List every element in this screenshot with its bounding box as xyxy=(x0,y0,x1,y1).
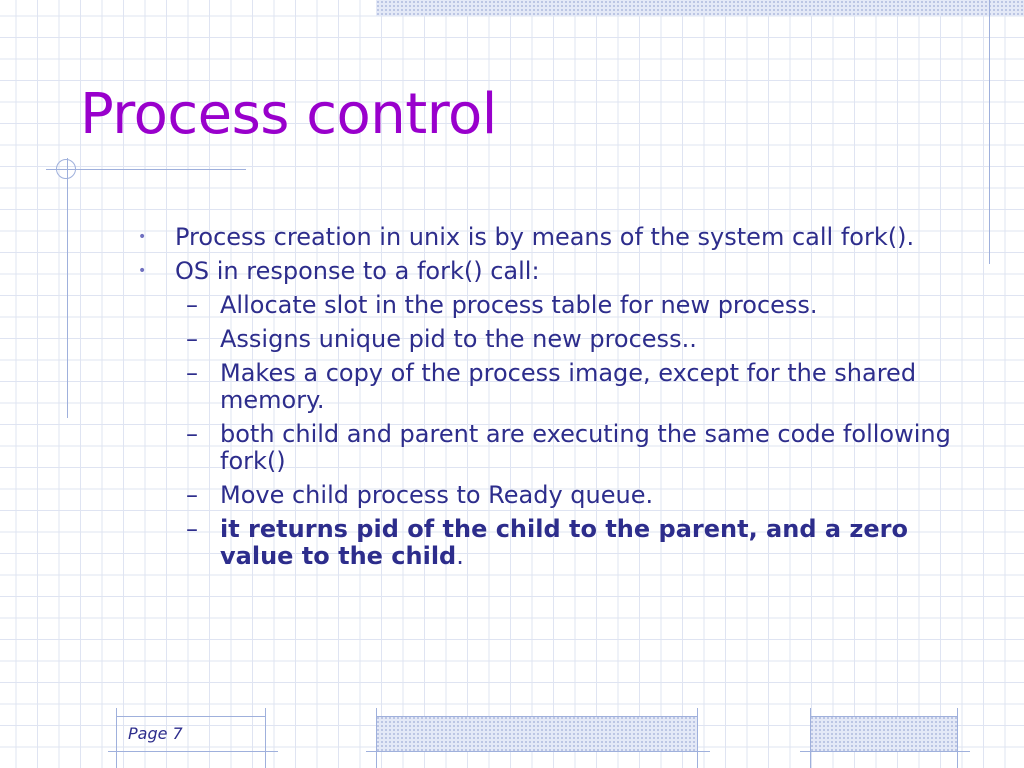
footer-tick xyxy=(957,708,958,768)
right-vertical-rule xyxy=(989,0,990,264)
top-decorative-band xyxy=(376,0,1024,16)
dash-icon: – xyxy=(186,359,198,387)
page-number-label: Page 7 xyxy=(128,724,183,743)
dash-icon: – xyxy=(186,481,198,509)
slide-body xyxy=(138,224,958,577)
footer-center-box xyxy=(376,716,698,752)
footer-right-box xyxy=(810,716,958,752)
crosshair-circle-ornament xyxy=(56,159,76,179)
sub-bullet-text: Move child process to Ready queue. xyxy=(220,481,654,509)
footer-tick xyxy=(810,708,811,768)
footer-tick xyxy=(108,751,278,752)
footer-tick xyxy=(697,708,698,768)
footer-tick xyxy=(376,708,377,768)
bullet-item-2 xyxy=(138,258,958,285)
slide-title: Process control xyxy=(80,82,497,147)
sub-bullet-text: Makes a copy of the process image, except for the shared memory. xyxy=(220,359,917,414)
sub-bullet-item-4 xyxy=(138,421,958,475)
sub-bullet-item-3 xyxy=(138,360,958,414)
footer-tick xyxy=(366,751,710,752)
title-underline-rule xyxy=(46,169,246,170)
footer-tick xyxy=(116,708,117,768)
sub-bullet-text: Assigns unique pid to the new process.. xyxy=(220,325,697,353)
left-vertical-rule xyxy=(67,158,68,418)
sub-bullet-item-1 xyxy=(138,292,958,319)
bullet-item-1 xyxy=(138,224,958,251)
sub-bullet-text-bold: it returns pid of the child to the parent, and a zero value to the child xyxy=(220,515,908,570)
bullet-dot-icon: • xyxy=(138,229,147,245)
bullet-text: OS in response to a fork() call: xyxy=(175,257,540,285)
sub-bullet-text: Allocate slot in the process table for new process. xyxy=(220,291,818,319)
sub-bullet-item-6 xyxy=(138,516,958,570)
sub-bullet-item-2 xyxy=(138,326,958,353)
bullet-text: Process creation in unix is by means of the system call fork(). xyxy=(175,223,915,251)
sub-bullet-text: both child and parent are executing the same code following fork() xyxy=(220,420,951,475)
sub-bullet-suffix: . xyxy=(456,542,464,570)
bullet-dot-icon: • xyxy=(138,263,147,279)
dash-icon: – xyxy=(186,291,198,319)
footer-tick xyxy=(265,708,266,768)
footer-tick xyxy=(800,751,970,752)
dash-icon: – xyxy=(186,515,198,543)
dash-icon: – xyxy=(186,325,198,353)
dash-icon: – xyxy=(186,420,198,448)
sub-bullet-item-5 xyxy=(138,482,958,509)
